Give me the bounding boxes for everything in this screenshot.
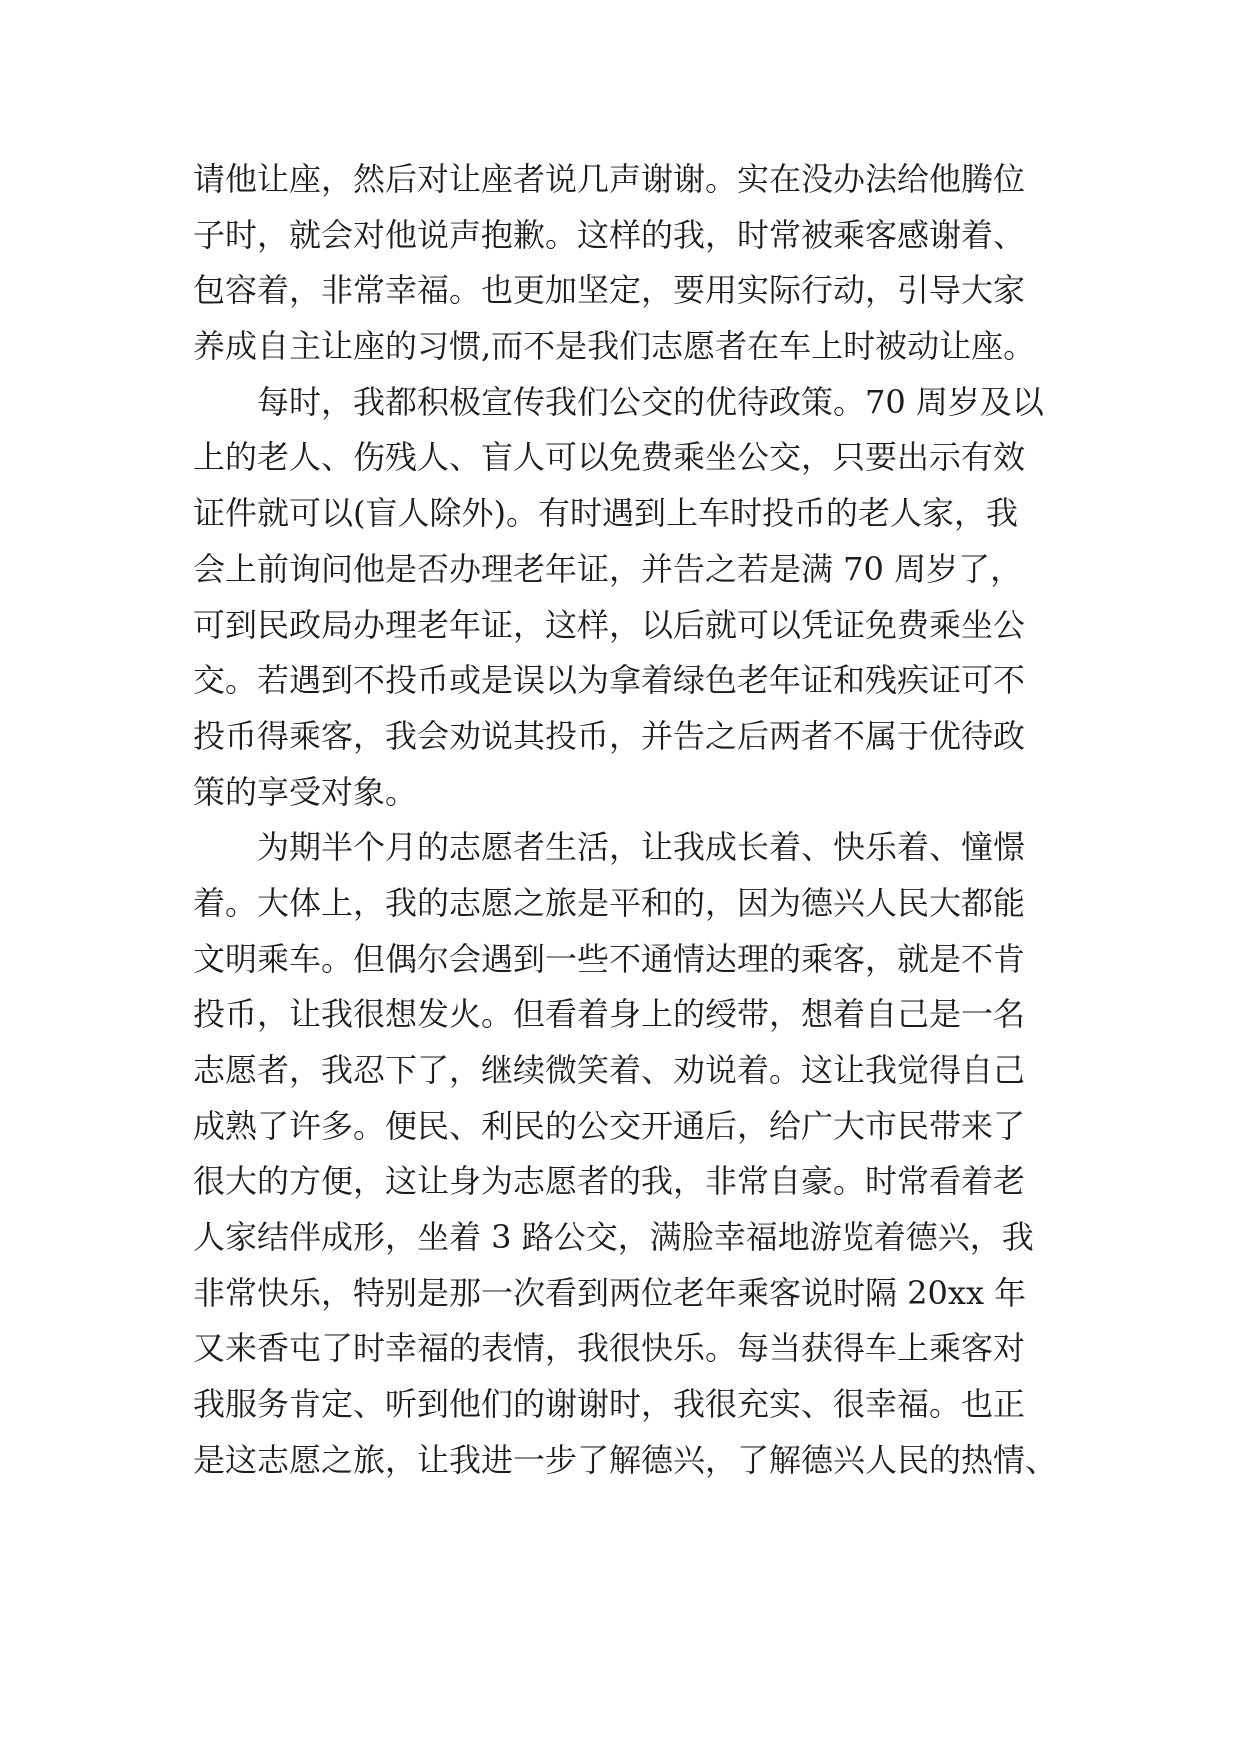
text-line: 投币得乘客，我会劝说其投币，并告之后两者不属于优待政	[193, 716, 1026, 755]
text-line: 文明乘车。但偶尔会遇到一些不通情达理的乘客，就是不肯	[193, 939, 1026, 978]
text-line: 养成自主让座的习惯,而不是我们志愿者在车上时被动让座。	[193, 327, 1036, 366]
paragraph-start-line: 每时，我都积极宣传我们公交的优待政策。70 周岁及以	[193, 382, 1044, 421]
text-line: 志愿者，我忍下了，继续微笑着、劝说着。这让我觉得自己	[193, 1051, 1026, 1089]
text-line: 又来香屯了时幸福的表情，我很快乐。每当获得车上乘客对	[193, 1329, 1026, 1368]
text-line: 可到民政局办理老年证，这样，以后就可以凭证免费乘坐公	[193, 605, 1026, 644]
text-line: 很大的方便，这让身为志愿者的我，非常自豪。时常看着老	[193, 1162, 1026, 1201]
text-line: 非常快乐，特别是那一次看到两位老年乘客说时隔 20xx 年	[193, 1273, 1027, 1312]
text-line: 我服务肯定、听到他们的谢谢时，我很充实、很幸福。也正	[193, 1385, 1026, 1424]
text-line: 人家结伴成形，坐着 3 路公交，满脸幸福地游览着德兴，我	[193, 1218, 1034, 1257]
paragraph-start-line: 为期半个月的志愿者生活，让我成长着、快乐着、憧憬	[193, 828, 1026, 867]
text-line: 请他让座，然后对让座者说几声谢谢。实在没办法给他腾位	[193, 160, 1026, 198]
text-line: 子时，就会对他说声抱歉。这样的我，时常被乘客感谢着、	[193, 215, 1026, 254]
body-text	[193, 152, 1073, 1489]
text-line: 包容着，非常幸福。也更加坚定，要用实际行动，引导大家	[193, 271, 1026, 310]
text-line: 着。大体上，我的志愿之旅是平和的，因为德兴人民大都能	[193, 883, 1026, 922]
text-line: 上的老人、伤残人、盲人可以免费乘坐公交，只要出示有效	[193, 438, 1026, 477]
text-line: 策的享受对象。	[193, 772, 418, 811]
text-line: 成熟了许多。便民、利民的公交开通后，给广大市民带来了	[193, 1106, 1026, 1145]
text-line: 会上前询问他是否办理老年证，并告之若是满 70 周岁了，	[193, 549, 1023, 588]
text-line: 投币，让我很想发火。但看着身上的绶带，想着自己是一名	[193, 995, 1026, 1034]
text-line: 是这志愿之旅，让我进一步了解德兴，了解德兴人民的热情、	[193, 1440, 1058, 1479]
text-line: 证件就可以(盲人除外)。有时遇到上车时投币的老人家，我	[193, 494, 1018, 533]
text-line: 交。若遇到不投币或是误以为拿着绿色老年证和残疾证可不	[193, 661, 1026, 700]
